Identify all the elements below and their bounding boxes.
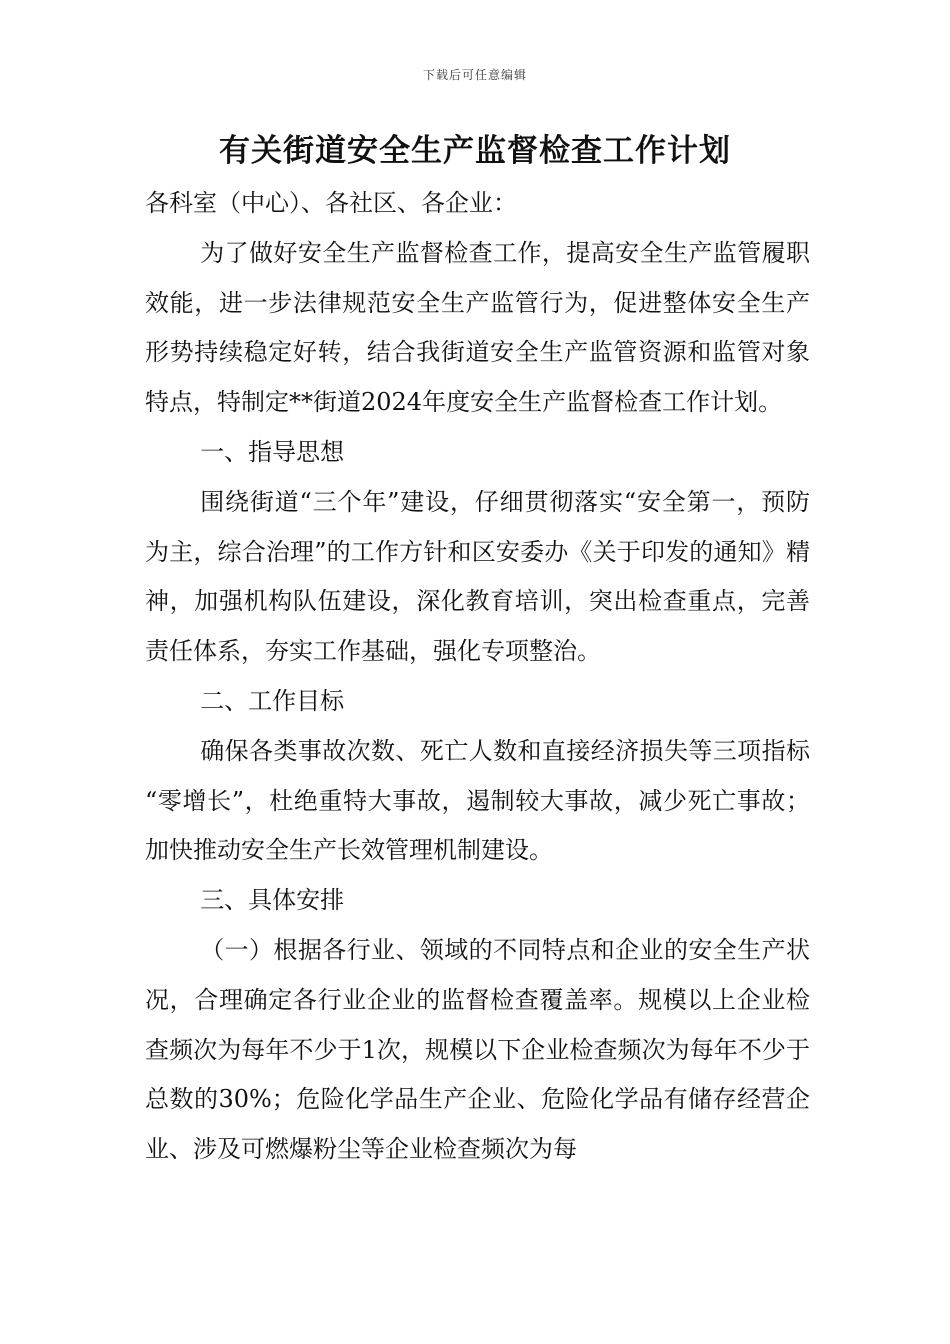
arrangement-item-1-paragraph: （一）根据各行业、领域的不同特点和企业的安全生产状况，合理确定各行业企业的监督检查覆盖率。规模以上企业检查频次为每年不少于1次，规模以下企业检查频次为每年不少于总数的30%；危险化学品生产企业、危险化学品有储存经营企业、涉及可燃爆粉尘等企业检查频次为每	[145, 935, 810, 1164]
document-body	[145, 179, 810, 1175]
intro-paragraph: 为了做好安全生产监督检查工作，提高安全生产监管履职效能，进一步法律规范安全生产监管行为，促进整体安全生产形势持续稳定好转，结合我街道安全生产监管资源和监管对象特点，特制定**街道2024年度安全生产监督检查工作计划。	[145, 238, 810, 417]
header-note: 下载后可任意编辑	[422, 68, 527, 82]
salutation: 各科室（中心）、各社区、各企业：	[145, 189, 517, 217]
section-heading-arrangements: 三、具体安排	[200, 886, 345, 915]
work-goals-paragraph: 确保各类事故次数、死亡人数和直接经济损失等三项指标 “零增长”，杜绝重特大事故，遏制较大事故，减少死亡事故；加快推动安全生产长效管理机制建设。	[145, 736, 810, 865]
document-title: 有关街道安全生产监督检查工作计划	[219, 133, 731, 169]
section-heading-work-goals: 二、工作目标	[200, 686, 345, 715]
section-heading-guiding-ideology: 一、指导思想	[200, 437, 345, 466]
guiding-ideology-paragraph: 围绕街道“三个年”建设，仔细贯彻落实“安全第一，预防为主，综合治理”的工作方针和区安委办《关于印发的通知》精神，加强机构队伍建设，深化教育培训，突出检查重点，完善责任体系，夯实工作基础，强化专项整治。	[145, 487, 810, 666]
